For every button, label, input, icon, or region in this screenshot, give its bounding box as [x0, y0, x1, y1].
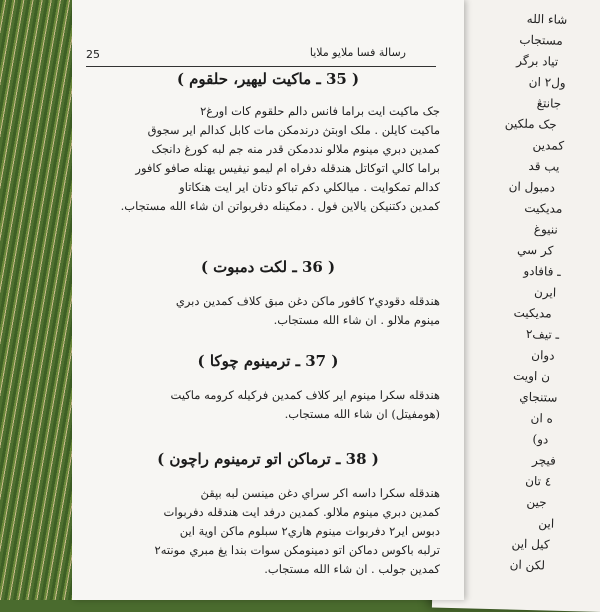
text-line: هندقله سکرا مينوم اير کلاف کمدين فرکيله کرومه ماکيت — [170, 388, 440, 402]
section-body-36 — [90, 292, 440, 330]
section-body-35 — [90, 102, 440, 216]
facing-page-fragment: مديکيت — [513, 305, 552, 321]
text-line: کمدين دبري مينوم ملالو نددمکن قدر منه جم لبه کورغ دانجک — [151, 142, 440, 156]
facing-page-fragment: دوان — [531, 348, 555, 363]
text-line: کدالم تمکوايت . ميالکلي دکم تباکو دتان اير ايت هنکاتاو — [179, 180, 440, 194]
facing-page-fragment: کر سي — [516, 242, 554, 258]
facing-page-fragment: کمدين — [532, 138, 565, 153]
facing-page-fragment: ه ان — [530, 411, 554, 426]
facing-page-fragment: ٤ تان — [525, 473, 552, 489]
facing-page-fragment: ول٢ ان — [528, 74, 566, 90]
text-line: (هومفيتل) ان شاء الله مستجاب. — [284, 407, 440, 421]
facing-page-fragment: تياد برگر — [516, 53, 559, 69]
facing-page-fragment: ايرن — [533, 285, 557, 300]
section-title-36: ( 36 ـ لکت دمبوت ) — [200, 258, 336, 276]
page-number: 25 — [86, 48, 100, 61]
text-line: ماکيت کايلن . ملک اوبتڽ درندمکن مات کابل کدالم اير سجوق — [147, 123, 440, 137]
facing-page-fragment: شاء الله — [526, 11, 568, 27]
facing-page-fragment: اين — [538, 516, 555, 531]
running-head: رسالة فسا ملايو ملايا — [309, 46, 406, 59]
facing-page-fragment: جين — [526, 494, 547, 510]
facing-page-fragment: ستنجاي — [519, 389, 558, 405]
facing-page-fragment: مستجاب — [519, 32, 563, 48]
facing-page-fragment: دو) — [532, 432, 549, 447]
facing-page-fragment: فيچر — [531, 453, 556, 468]
text-line: مينوم ملالو . ان شاء الله مستجاب. — [273, 313, 440, 327]
facing-page-fragment: ننيوغ — [533, 222, 559, 237]
text-line: کمدين دکتنيکن يالاين فول . دمکينله دفربواتن ان شاء الله مستجاب. — [120, 199, 440, 213]
section-title-38: ( 38 ـ ترماکن اتو ترمينوم راچون ) — [157, 450, 379, 468]
text-line: هندقله سکرا داسه اکر سراي دغن مينسن لبه بڽقڽ — [200, 486, 440, 500]
facing-page-fragment: ن اويت — [512, 368, 551, 384]
text-line: کمدين دبري مينوم ملالو. کمدين درفد ايت هندقله دفربوات — [163, 505, 440, 519]
section-body-38 — [90, 484, 440, 579]
facing-page-fragment: لکن ان — [509, 557, 546, 573]
facing-page-fragment: ـ فافادو — [523, 263, 561, 279]
facing-page-fragment: جک ملکين — [504, 116, 557, 132]
text-line: کمدين جولب . ان شاء الله مستجاب. — [264, 562, 440, 576]
section-title-35: ( 35 ـ ماکيت ليهير، حلقوم ) — [176, 70, 360, 88]
facing-page-fragment: دمبول ان — [508, 179, 556, 195]
book-page — [72, 0, 464, 600]
facing-page-fragment: يب قد — [528, 158, 560, 174]
text-line: ترلبه باکوس دماکن اتو دمينومکن سوات بندا يغ مبري مونته٢ — [154, 543, 440, 557]
facing-page-fragment: مديکيت — [524, 200, 563, 216]
section-body-37 — [90, 386, 440, 424]
facing-page-fragment: کيل اين — [511, 536, 550, 552]
section-title-37: ( 37 ـ ترمينوم چوکا ) — [197, 352, 339, 370]
text-line: دبوس اير٢ دفربوات مينوم هاري٢ سبلوم ماکن اوية اين — [179, 524, 440, 538]
text-line: هندقله دقودي٢ کافور ماکن دغن مبق کلاف کمدين دبري — [175, 294, 440, 308]
facing-page-fragment: جانتڠ — [536, 96, 562, 111]
facing-page-fragment: ـ تيف٢ — [525, 326, 560, 342]
text-line: براما کالي اتوکاتل هندقله دفراه ام ليمو نيفيس يهنله صافو کافور — [135, 161, 440, 175]
header-rule — [86, 66, 436, 67]
text-line: جک ماکيت ايت براما فانس دالم حلقوم کات اورغ٢ — [200, 104, 440, 118]
